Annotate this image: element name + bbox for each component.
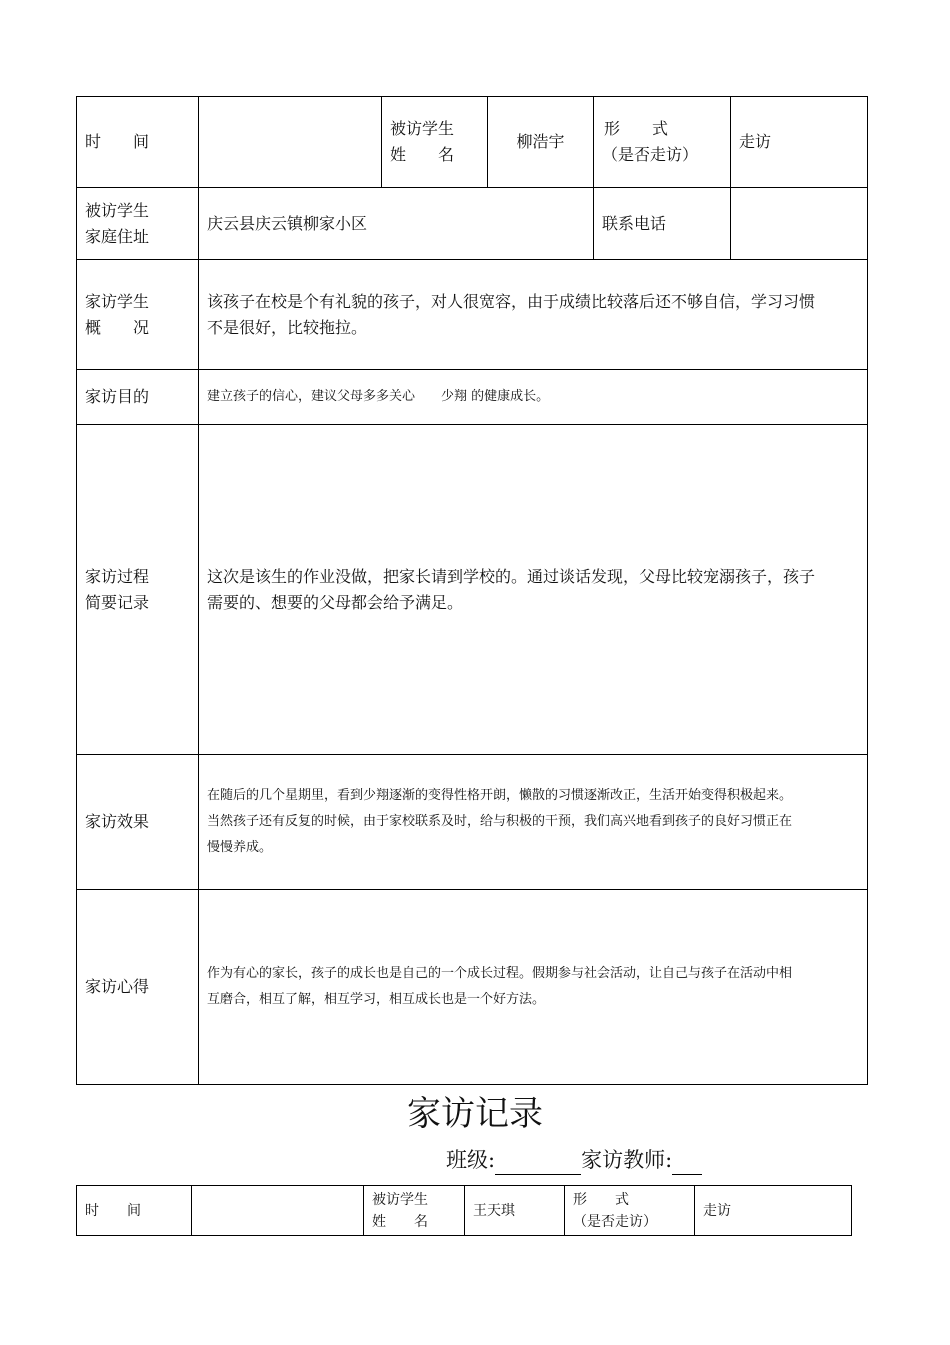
class-field-underline [495,1146,581,1175]
process-value: 这次是该生的作业没做，把家长请到学校的。通过谈话发现，父母比较宠溺孩子，孩子需要的、想要的父母都会给予满足。 [199,425,868,755]
teacher-field-underline [672,1146,702,1175]
time-value [199,97,382,188]
visit-form-label-2: 形 式 （是否走访） [565,1186,695,1236]
reflection-label: 家访心得 [77,890,199,1085]
time-label-2: 时 间 [77,1186,192,1236]
time-value-2 [192,1186,364,1236]
reflection-value: 作为有心的家长，孩子的成长也是自己的一个成长过程。假期参与社会活动，让自己与孩子在活动中相互磨合，相互了解，相互学习，相互成长也是一个好方法。 [199,890,868,1085]
student-name-label: 被访学生 姓 名 [382,97,488,188]
visit-form-value: 走访 [731,97,868,188]
time-label: 时 间 [77,97,199,188]
student-name-label-2: 被访学生 姓 名 [364,1186,465,1236]
phone-label: 联系电话 [594,188,731,260]
process-label: 家访过程 简要记录 [77,425,199,755]
effect-value: 在随后的几个星期里，看到少翔逐渐的变得性格开朗，懒散的习惯逐渐改正，生活开始变得积极起来。当然孩子还有反复的时候，由于家校联系及时，给与积极的干预，我们高兴地看到孩子的良好习惯正在慢慢养成。 [199,755,868,890]
purpose-label: 家访目的 [77,370,199,425]
visit-form-label: 形 式 （是否走访） [594,97,731,188]
student-name-value-2: 王天琪 [465,1186,565,1236]
class-label: 班级: [446,1148,496,1172]
visit-record-table-1 [76,96,868,1085]
address-value: 庆云县庆云镇柳家小区 [199,188,594,260]
effect-label: 家访效果 [77,755,199,890]
visit-form-value-2: 走访 [695,1186,852,1236]
overview-label: 家访学生 概 况 [77,260,199,370]
class-teacher-line [446,1146,702,1175]
purpose-value: 建立孩子的信心，建议父母多多关心 少翔 的健康成长。 [199,370,868,425]
visit-record-table-2 [76,1185,852,1236]
overview-value: 该孩子在校是个有礼貌的孩子，对人很宽容，由于成绩比较落后还不够自信，学习习惯不是很好，比较拖拉。 [199,260,868,370]
student-name-value: 柳浩宇 [488,97,594,188]
teacher-label: 家访教师: [581,1148,673,1172]
phone-value [731,188,868,260]
page-title: 家访记录 [407,1094,543,1134]
address-label: 被访学生 家庭住址 [77,188,199,260]
